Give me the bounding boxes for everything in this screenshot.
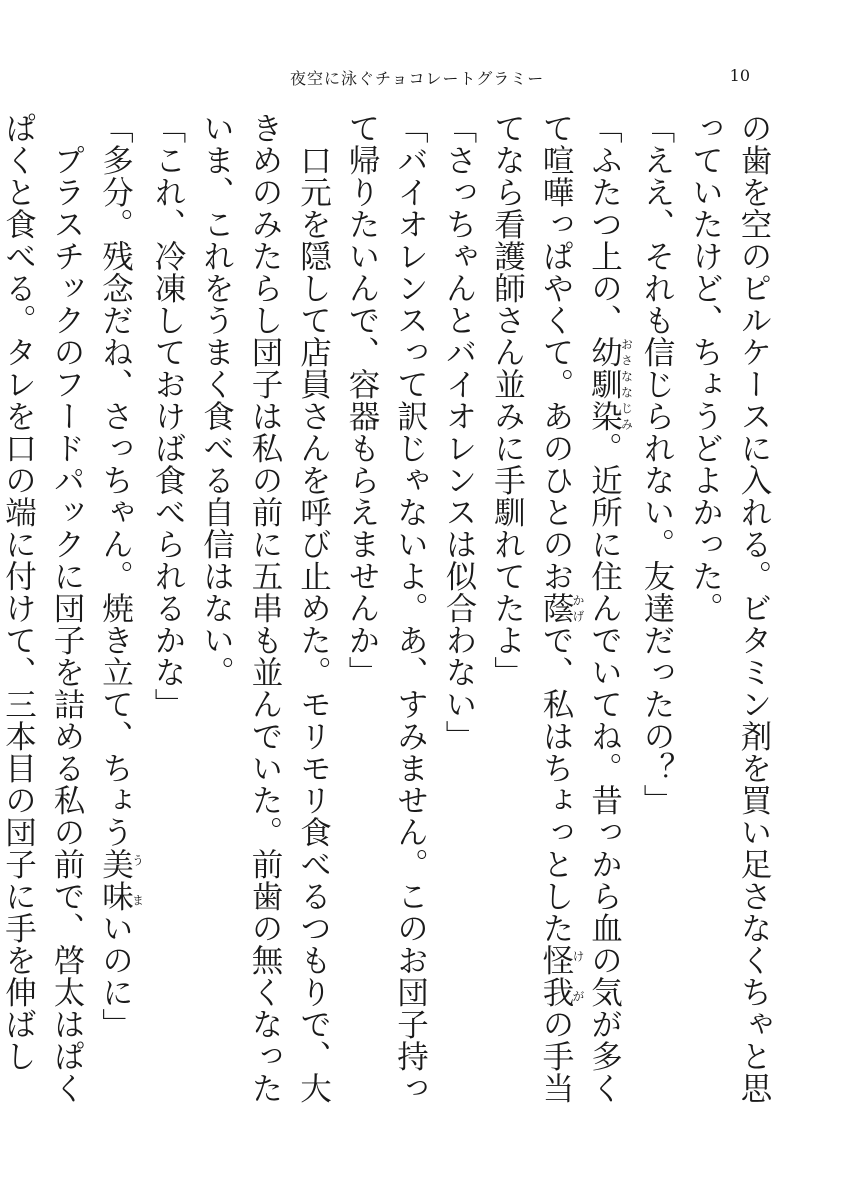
- dialogue-3: 「さっちゃんとバイオレンスは似合わない」: [441, 112, 477, 752]
- dialogue-5: 「これ、冷凍しておけば食べられるかな」: [150, 112, 186, 720]
- dialogue-1: 「ええ、それも信じられない。友達だったの？」: [639, 112, 675, 816]
- ruby-base-osananajimi: 幼馴染: [586, 336, 623, 432]
- dialogue-4: 「バイオレンスって訳じゃないよ。あ、すみません。このお団子持って帰りたいんで、容器もらえませんか」: [344, 112, 429, 1104]
- paragraph-3: プラスチックのフードパックに団子を詰める私の前で、啓太はぱくぱくと食べる。タレを口の端に付けて、三本目の団子に手を伸ばし: [0, 112, 85, 1104]
- dialogue-2-part-b: 。近所に住んでいてね。昔っから血の気が多くて喧嘩っぱやくて。あのひとのお: [538, 112, 623, 1104]
- dialogue-2-part-a: 「ふたつ上の、: [586, 112, 623, 336]
- ruby-text-kega: け が: [571, 944, 585, 1008]
- ruby-base-kage: 蔭: [538, 592, 574, 624]
- vertical-text-body: [0, 112, 778, 1132]
- ruby-kega: [538, 944, 585, 1008]
- dialogue-2: [483, 112, 633, 1132]
- ruby-osananajimi: [586, 336, 634, 432]
- ruby-text-osananajimi: おさななじみ: [619, 336, 634, 432]
- dialogue-6-part-a: 「多分。残念だね、さっちゃん。焼き立て、ちょう: [97, 112, 134, 848]
- ruby-uma: [97, 848, 145, 912]
- ruby-text-uma: う ま: [130, 848, 145, 912]
- ruby-base-uma: 美味: [97, 848, 134, 912]
- page-number: 10: [729, 66, 750, 85]
- dialogue-2-part-c: で、私はちょっとした: [538, 624, 574, 944]
- paragraph-2: 口元を隠して店員さんを呼び止めた。モリモリ食べるつもりで、大きめのみたらし団子は私の前に五串も並んでいた。前歯の無くなったいま、これをうまく食べる自信はない。: [198, 112, 332, 1104]
- book-title: 夜空に泳ぐチョコレートグラミー: [290, 69, 545, 88]
- dialogue-2-part-d: の手当てなら看護師さん並みに手馴れてたよ」: [489, 112, 574, 1104]
- dialogue-6-part-b: いのに」: [97, 912, 134, 1040]
- dialogue-6: [91, 112, 144, 1132]
- ruby-text-kage: かげ: [571, 592, 585, 624]
- running-header: [290, 66, 750, 96]
- ruby-base-kega: 怪我: [538, 944, 574, 1008]
- paragraph-1: の歯を空のピルケースに入れる。ビタミン剤を買い足さなくちゃと思っていたけど、ちょうどよかった。: [687, 112, 772, 1104]
- ruby-kage: [538, 592, 585, 624]
